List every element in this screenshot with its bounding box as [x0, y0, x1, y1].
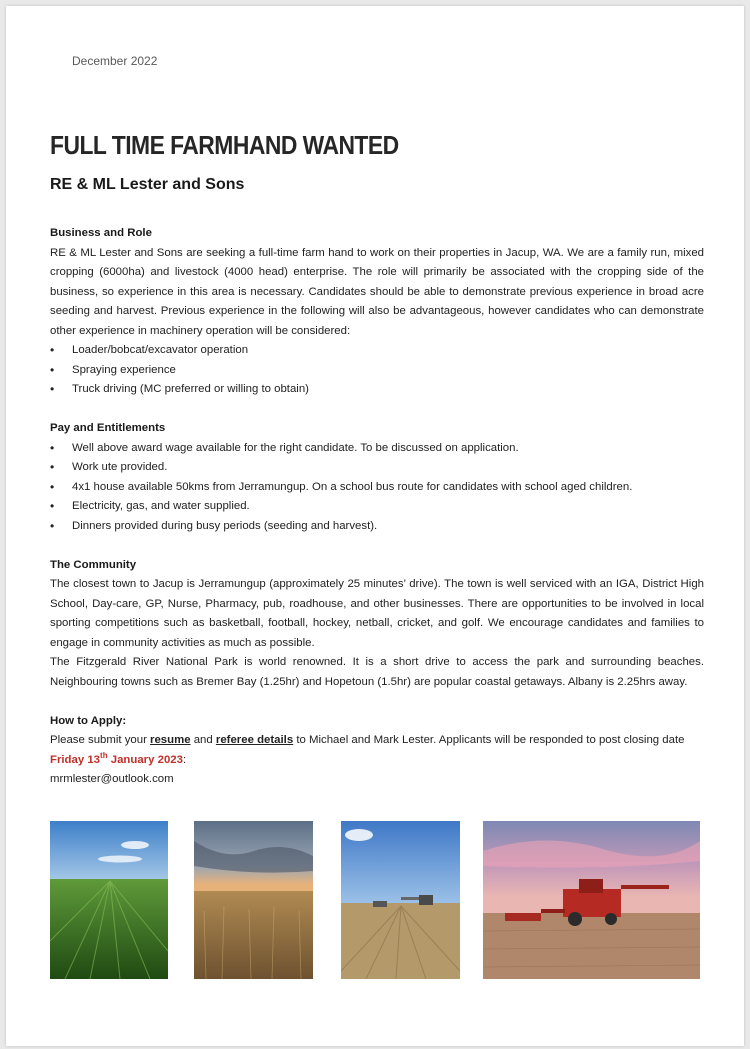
business-paragraph: RE & ML Lester and Sons are seeking a full-time farm hand to work on their properties in Jacup, WA. We are a family run, mixed cropping (6000ha) and livestock (4000 head) enterprise. The role will primarily be associated with the cropping side of the business, so experience in this area is necessary. Candidates should be able to demonstrate previous experience in broad acre seeding and harvest. Previous experience in the following will also be advantageous, however candidates who can demonstrate other experience in machinery operation will be considered: [50, 246, 704, 337]
community-paragraph-1: The closest town to Jacup is Jerramungup (approximately 25 minutes’ drive). The town is well serviced with an IGA, District High School, Day-care, GP, Nurse, Pharmacy, pub, roadhouse, and other businesses. There are opportunities to be involved in local sporting competitions such as basketball, football, hockey, netball, cricket, and golf. We encourage candidates and families to engage in community activities as much as possible. [50, 578, 704, 649]
pay-list [50, 439, 704, 537]
apply-paragraph: Please submit your resume and referee details to Michael and Mark Lester. Applicants will be responded to post closing date Friday 13th January 2023: [50, 734, 685, 766]
business-heading: Business and Role [50, 227, 152, 239]
business-list [50, 341, 704, 400]
list-item: • 4x1 house available 50kms from Jerramungup. On a school bus route for candidates with school aged children. [50, 478, 704, 498]
resume-link[interactable]: resume [150, 734, 191, 746]
list-item: • Work ute provided. [50, 458, 704, 478]
apply-heading: How to Apply: [50, 714, 127, 727]
list-item: • Dinners provided during busy periods (seeding and harvest). [50, 517, 704, 537]
harvest-field-photo [341, 821, 460, 979]
job-title: FULL TIME FARMHAND WANTED [50, 130, 399, 160]
crop-field-photo [50, 821, 168, 979]
community-paragraph-2: The Fitzgerald River National Park is world renowned. It is a short drive to access the park and surrounding beaches. Neighbouring towns such as Bremer Bay (1.25hr) and Hopetoun (1.5hr) are popular coastal getaways. Albany is 2.25hrs away. [50, 656, 704, 688]
red-harvester-photo [483, 821, 700, 979]
list-item: • Well above award wage available for the right candidate. To be discussed on application. [50, 439, 704, 459]
company-name: RE & ML Lester and Sons [50, 176, 245, 193]
pay-heading: Pay and Entitlements [50, 422, 166, 434]
wheat-sunset-photo [194, 821, 313, 979]
list-item: • Spraying experience [50, 361, 704, 381]
closing-date: Friday 13th January 2023 [50, 750, 183, 766]
list-item: • Truck driving (MC preferred or willing to obtain) [50, 380, 704, 400]
referee-details-link[interactable]: referee details [215, 734, 294, 746]
photo-strip [6, 821, 744, 981]
document-page [6, 6, 744, 1046]
document-date: December 2022 [72, 54, 158, 68]
list-item: • Loader/bobcat/excavator operation [50, 341, 704, 361]
document-body [50, 224, 704, 790]
community-heading: The Community [50, 558, 137, 571]
contact-email[interactable]: mrmlester@outlook.com [50, 773, 174, 785]
list-item: • Electricity, gas, and water supplied. [50, 497, 704, 517]
